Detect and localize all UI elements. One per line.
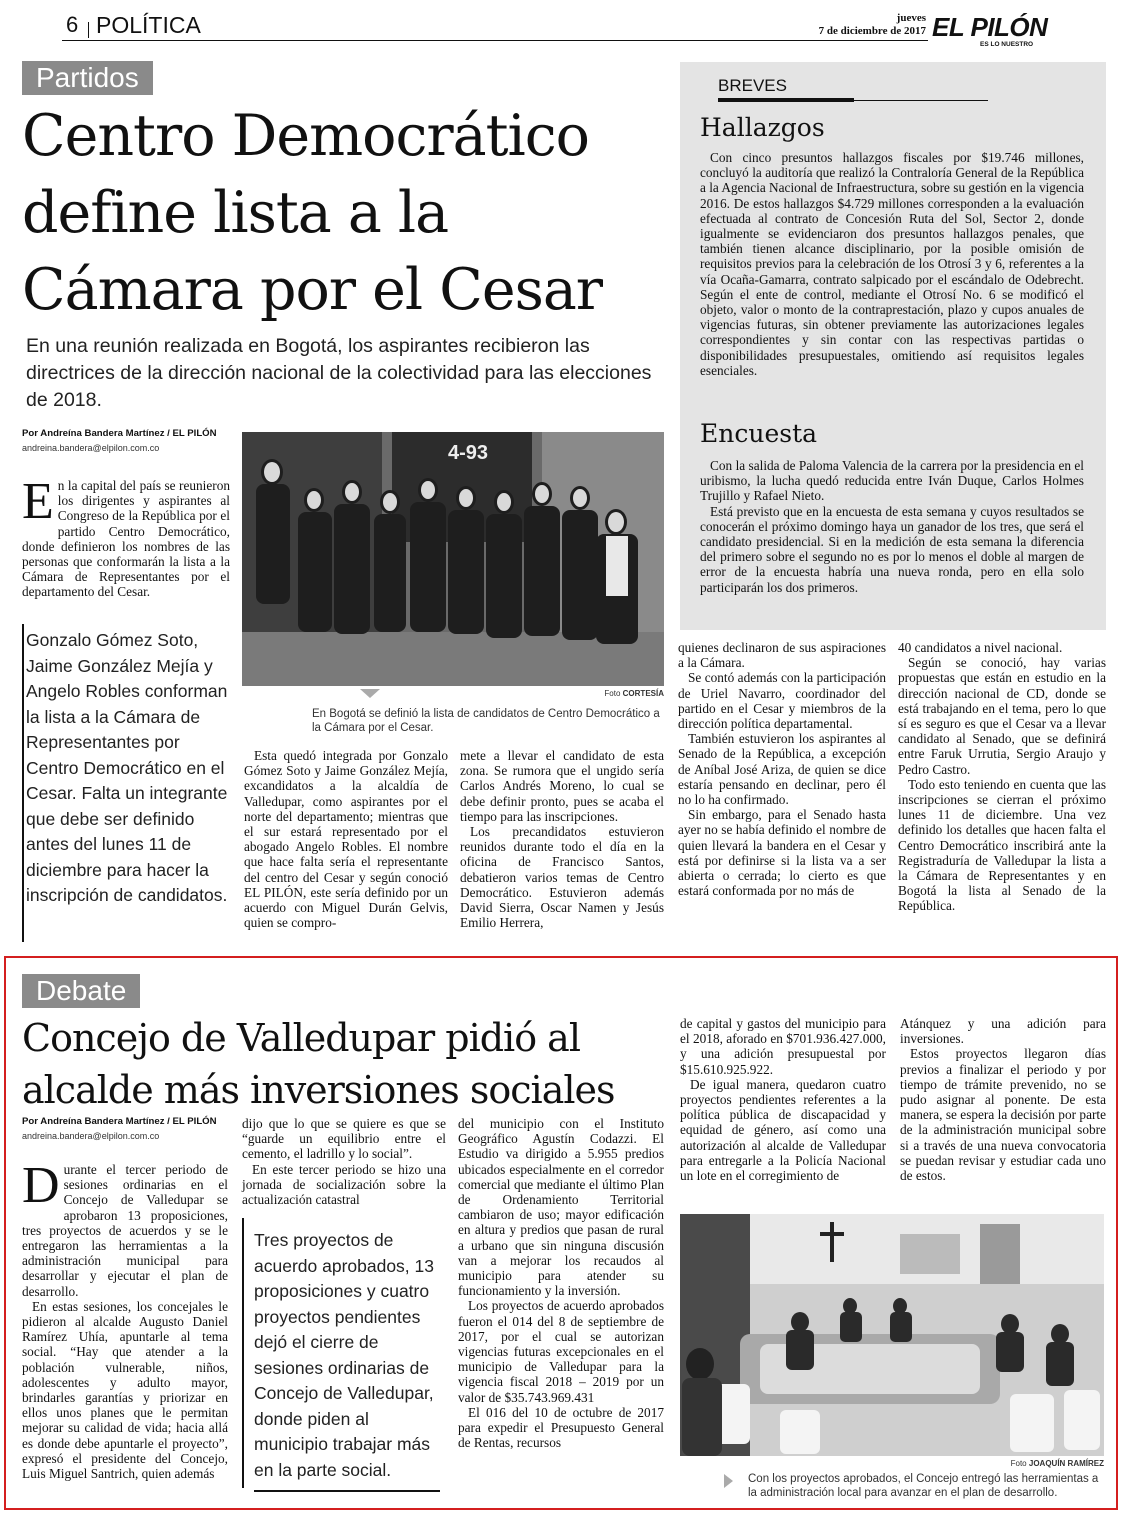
lead-text: urante el tercer periodo de sesiones ordinarias en el Concejo de Valledupar se aprobaron 13 proposiciones, tres proyectos de acuerdos y se le entregaron las herramientas a la administración municipal para desarrollar y ejecutar el plan de desarrollo. [22, 1162, 228, 1299]
article-column-2 [242, 1116, 446, 1207]
paragraph: mete a llevar el candidato de esta zona. Se rumora que el ungido sería Carlos Andrés Moreno, lo cual se debe definir pronto, pues se acaba el tiempo para las inscripciones. [460, 748, 664, 824]
breves-rule-thin [718, 100, 988, 101]
photo-credit-name: CORTESÍA [622, 689, 664, 698]
section-tag: Debate [22, 974, 140, 1008]
author-email: andreina.bandera@elpilon.com.co [22, 443, 160, 453]
paragraph: de capital y gastos del municipio para el 2018, aforado en $701.936.427.000, y una adición presupuestal por $15.610.925.922. [680, 1016, 886, 1077]
article-column-3 [458, 1116, 664, 1450]
pull-quote-rule [242, 1218, 244, 1488]
article-column-4 [680, 1016, 886, 1183]
article-deck: En una reunión realizada en Bogotá, los aspirantes recibieron las directrices de la dirección nacional de la colectividad para las elecciones de 2018. [26, 335, 652, 411]
pull-quote: Tres proyectos de acuerdo aprobados, 13 proposiciones y cuatro proyectos pendientes dejó el cierre de sesiones ordinarias de Concejo de Valledupar, donde piden al municipio trabajar más en la parte social. [254, 1230, 434, 1480]
paragraph: Atánquez y una adición para inversiones. [900, 1016, 1106, 1047]
breves-label: BREVES [718, 76, 787, 95]
photo-credit-name: JOAQUÍN RAMÍREZ [1028, 1459, 1104, 1468]
paragraph: El 016 del 10 de octubre de 2017 para expedir el Presupuesto General de Rentas, recursos [458, 1404, 664, 1451]
paragraph: Está previsto que en la encuesta de esta semana y cuyos resultados se conocerán el próximo domingo haya un ganador de los tres, que será el candidato presidencial. Si en la medición de esta semana la diferencia del primero sobre el segundo no es por lo menos el doble al margen de error de la encuesta habría una nueva ronda, pero en ella solo participarán los dos primeros. [700, 503, 1084, 595]
paragraph: Esta quedó integrada por Gonzalo Gómez Soto y Jaime González Mejía, excandidatos a la alcaldía de Valledupar, como aspirantes por el norte del departamento; mientras que el sur estará representado por el abogado Angelo Robles. El nombre que hace falta sería el representante del centro del Cesar y según conoció EL PILÓN, este sería definido por un acuerdo con Miguel Durán Gelvis, quien se compro- [244, 748, 448, 931]
article-column-3 [460, 748, 664, 930]
page-number: 6 [66, 12, 79, 37]
breve-title-encuesta: Encuesta [700, 419, 818, 448]
photo-credit [980, 1459, 1104, 1468]
section-tag: Partidos [22, 61, 153, 95]
drop-cap: E [22, 473, 54, 530]
paragraph: del municipio con el Instituto Geográfico Agustín Codazzi. El Estudio va dirigido a 5.955 predios ubicados especialmente en el corredor comercial que mediante el último Plan de Ordenamiento Territorial cambiaron de uso; mayor edificación en altura y predios que pasan de rural a urbano que sin ninguna discusión van a mejorar los recaudos al municipio para atender su funcionamiento y la inversión. [458, 1116, 664, 1299]
breves-box [680, 62, 1106, 630]
paragraph: Todo esto teniendo en cuenta que las inscripciones se cierran el próximo lunes 11 de diciembre. Una vez definido los detalles que hacen falta el Centro Democrático inscribirá ante la Registraduría de Valledupar la lista a la Cámara de Representantes y en Bogotá la lista al Senado de la República. [898, 776, 1106, 914]
header-rule [62, 40, 928, 41]
headline-line: define lista a la [22, 180, 449, 246]
headline-line: alcalde más inversiones sociales [22, 1068, 615, 1112]
breve-text-hallazgos [700, 150, 1084, 378]
lead-text: n la capital del país se reunieron los dirigentes y aspirantes al Congreso de la República por el partido Centro Democrático, donde definieron los nombres de las personas que conformarán la lista a la Cámara de Representantes por el departamento del Cesar. [22, 478, 230, 600]
photo-credit [560, 689, 664, 698]
article-column-5 [900, 1016, 1106, 1183]
paragraph: Según se conoció, hay varias propuestas que están en estudio en la dirección nacional de CD, donde se está trabajando en el tema, pero lo que sí es seguro es que el Cesar va a llevar candidato al Senado, que se definirá entre Faruk Urrutia, Sergio Araujo y Pedro Castro. [898, 655, 1106, 777]
paragraph: Sin embargo, para el Senado hasta ayer no se había definido el nombre de quien llevará la bandera en el Cesar y está por definirse si la lista va a ser abierta o cerrada; lo cierto es que estará conformada por no más de [678, 807, 886, 899]
article-column-5 [898, 640, 1106, 914]
paragraph: Se contó además con la participación de Uriel Navarro, coordinador del partido en el Cesar y miembros de la dirección política departamental. [678, 670, 886, 732]
masthead-tagline: ES LO NUESTRO [980, 41, 1034, 48]
caption-pointer [360, 689, 380, 698]
masthead-logo: EL PILÓN [932, 12, 1048, 42]
headline-line: Concejo de Valledupar pidió al [22, 1016, 580, 1060]
section-name: POLÍTICA [96, 12, 201, 38]
header-date: 7 de diciembre de 2017 [818, 25, 926, 37]
photo-credit-prefix: Foto [1010, 1459, 1027, 1468]
header-day: jueves [896, 12, 926, 24]
author-email: andreina.bandera@elpilon.com.co [22, 1131, 160, 1141]
building-number-sign: 4-93 [448, 442, 489, 464]
header-divider [88, 22, 89, 38]
breve-text-encuesta [700, 458, 1084, 595]
paragraph: También estuvieron los aspirantes al Senado de la República, a excepción de Aníbal José Ariza, de quien se dice estaría pensando en declinar, pero él no lo ha confirmado. [678, 731, 886, 808]
group-photo [242, 432, 664, 686]
photo-caption: En Bogotá se definió la lista de candidatos de Centro Democrático a la Cámara por el Cesar. [312, 708, 660, 734]
council-session-illustration [680, 1214, 1104, 1456]
article-column-2 [244, 748, 448, 930]
pull-quote-underline [254, 1490, 440, 1492]
paragraph: En estas sesiones, los concejales le pidieron al alcalde Augusto Daniel Ramírez Uhía, apuntarle al tema social. “Hay que atender a la población vulnerable, niños, adolescentes y adulto mayor, brindarles garantías y priorizar en ellos unos planes que le permitan mejorar su calidad de vida; hacia allá es donde debe apuntarle el proyecto”, expresó el presidente del Concejo, Luis Miguel Santrich, quien además [22, 1298, 228, 1482]
council-session-photo [680, 1214, 1104, 1456]
pull-quote: Gonzalo Gómez Soto, Jaime González Mejía y Angelo Robles conforman la lista a la Cámara de Representantes por Centro Democrático en el Cesar. Falta un integrante que debe ser definido antes del lunes 11 de diciembre para hacer la inscripción de candidatos. [26, 630, 228, 905]
headline-line: Cámara por el Cesar [22, 257, 603, 323]
article-column-1 [22, 1157, 228, 1482]
headline [22, 1012, 682, 1116]
paragraph: Con la salida de Paloma Valencia de la carrera por la presidencia en el uribismo, la lucha quedó reducida entre Iván Duque, Carlos Holmes Trujillo y Rafael Nieto. [700, 458, 1084, 504]
caption-pointer [724, 1474, 733, 1488]
paragraph: Los proyectos de acuerdo aprobados fueron el 014 del 8 de septiembre de 2017, por el cual se autorizan vigencias futuras excepcionales en el municipio de Valledupar para la vigencia fiscal 2018 – 2019 por un valor de $35.743.969.431 [458, 1298, 664, 1405]
group-photo-illustration [242, 432, 664, 686]
paragraph: 40 candidatos a nivel nacional. [898, 640, 1063, 655]
byline: Por Andreína Bandera Martínez / EL PILÓN [22, 1116, 217, 1127]
paragraph: De igual manera, quedaron cuatro proyectos pendientes referentes a la política pública de discapacidad y equidad de género, así como una autorización al alcalde de Valledupar para entregarle a la Policía Nacional un lote en el corregimiento de [680, 1076, 886, 1184]
paragraph: quienes declinaron de sus aspiraciones a la Cámara. [678, 640, 886, 671]
paragraph: dijo que lo que se quiere es que se “guarde un equilibrio entre el cemento, el ladrillo y lo social”. [242, 1116, 446, 1162]
article-lead [22, 473, 230, 600]
drop-cap: D [22, 1157, 60, 1214]
breve-title-hallazgos: Hallazgos [700, 113, 825, 142]
byline: Por Andreína Bandera Martínez / EL PILÓN [22, 428, 217, 439]
paragraph: Los precandidatos estuvieron reunidos durante todo el día en la oficina de Francisco Santos, debatieron varios temas de Centro Democrático. Estuvieron además David Sierra, Oscar Namen y Jesús Emilio Herrera, [460, 824, 664, 931]
paragraph: Con cinco presuntos hallazgos fiscales por $19.746 millones, concluyó la auditoría que realizó la Contraloría General de la República a la Agencia Nacional de Infraestructura, sobre su gestión en la vigencia 2016. De estos hallazgos $4.729 millones corresponden a la evaluación efectuada al contrato de Concesión Ruta del Sol, Sector 2, donde igualmente se evidenciaron dos presuntos hallazgos penales, que también tienen alcance disciplinario, por la posible omisión de requisitos previos para la celebración de los Otrosí 3 y 6, referentes a la vía Ocaña-Gamarra, contrato salpicado por el escándalo de Odebrecht. Según el ente de control, mediante el Otrosí No. 6 se modificó el objeto, valor o monto de la contraprestación, plazo y cupos anuales de vigencias futuras, sin obtener previamente las autorizaciones legales correspondientes y sin contar con las respectivas partidas o disponibilidades presupuestales, omitiendo así requisitos legales esenciales. [700, 150, 1084, 378]
headline-line: Centro Democrático [22, 103, 589, 169]
article-column-4 [678, 640, 886, 898]
paragraph: Estos proyectos llegaron días previos a finalizar el periodo y por tiempo de trámite prevenido, no se pudo asignar al ponente. De esta manera, se espera la decisión por parte de la administración municipal sobre si a través de una nueva convocatoria se puedan revisar y estudiar cada uno de estos. [900, 1046, 1106, 1184]
paragraph: En este tercer periodo se hizo una jornada de socialización sobre la actualización catastral [242, 1161, 446, 1208]
pull-quote-rule [22, 624, 24, 942]
photo-credit-prefix: Foto [604, 689, 621, 698]
headline [22, 98, 682, 329]
photo-caption: Con los proyectos aprobados, el Concejo entregó las herramientas a la administración local para avanzar en el plan de desarrollo. [748, 1473, 1099, 1499]
